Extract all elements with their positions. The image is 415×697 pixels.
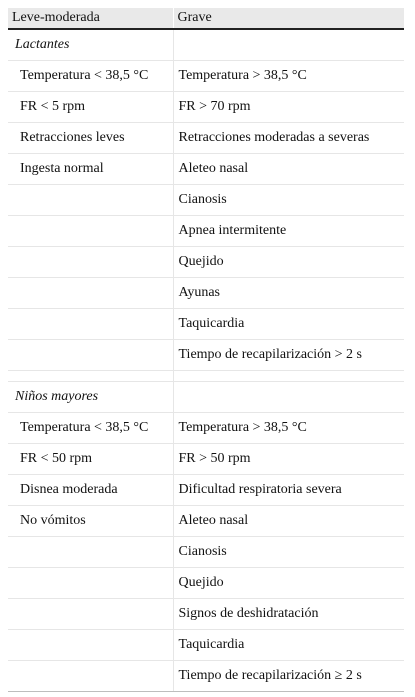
table-row [8,630,404,661]
table-cell: Cianosis [173,537,404,568]
table-row [8,278,404,309]
table-cell: Cianosis [173,185,404,216]
header-leve-moderada: Leve-moderada [8,8,173,29]
table-cell: Temperatura < 38,5 °C [8,61,173,92]
table-cell: Disnea moderada [8,475,173,506]
table-cell: Taquicardia [173,309,404,340]
table-cell: FR > 70 rpm [173,92,404,123]
table-row [8,444,404,475]
table-cell: No vómitos [8,506,173,537]
table-cell: Temperatura < 38,5 °C [8,413,173,444]
table-cell: Aleteo nasal [173,506,404,537]
table-cell: FR < 50 rpm [8,444,173,475]
table-cell: FR > 50 rpm [173,444,404,475]
table-row [8,661,404,692]
spacer-row [8,371,404,382]
table-cell: Signos de deshidratación [173,599,404,630]
table-cell: Tiempo de recapilarización > 2 s [173,340,404,371]
table-row [8,413,404,444]
table-cell [8,185,173,216]
table-row [8,185,404,216]
table-row [8,92,404,123]
section-label-lactantes: Lactantes [8,29,173,61]
table-cell: Retracciones leves [8,123,173,154]
table-row [8,475,404,506]
table-cell [8,630,173,661]
table-cell [173,382,404,413]
table-cell [8,340,173,371]
table-row [8,123,404,154]
table-row [8,61,404,92]
table-row [8,568,404,599]
table-row [8,247,404,278]
table-cell [8,247,173,278]
table-cell: Dificultad respiratoria severa [173,475,404,506]
table-cell [8,661,173,692]
table-cell: FR < 5 rpm [8,92,173,123]
section-row-ninos-mayores [8,382,404,413]
table-cell: Quejido [173,247,404,278]
table-cell: Apnea intermitente [173,216,404,247]
table-cell [8,216,173,247]
table-row [8,340,404,371]
table-cell: Quejido [173,568,404,599]
table-cell [8,599,173,630]
table-cell: Ayunas [173,278,404,309]
table-cell [8,537,173,568]
table-row [8,154,404,185]
severity-table [8,8,404,692]
table-cell [173,371,404,382]
table-cell: Temperatura > 38,5 °C [173,413,404,444]
table-cell: Temperatura > 38,5 °C [173,61,404,92]
table-cell [8,371,173,382]
section-label-ninos-mayores: Niños mayores [8,382,173,413]
table-body [8,29,404,692]
header-row [8,8,404,29]
table-header [8,8,404,29]
table-cell: Aleteo nasal [173,154,404,185]
table-row [8,537,404,568]
table-row [8,216,404,247]
table-cell [8,278,173,309]
table-cell: Retracciones moderadas a severas [173,123,404,154]
table-cell [8,568,173,599]
table-cell: Taquicardia [173,630,404,661]
table-cell: Tiempo de recapilarización ≥ 2 s [173,661,404,692]
section-row-lactantes [8,29,404,61]
header-grave: Grave [173,8,404,29]
table-cell [173,29,404,61]
table-row [8,506,404,537]
table-row [8,309,404,340]
table-cell [8,309,173,340]
table-row [8,599,404,630]
table-cell: Ingesta normal [8,154,173,185]
